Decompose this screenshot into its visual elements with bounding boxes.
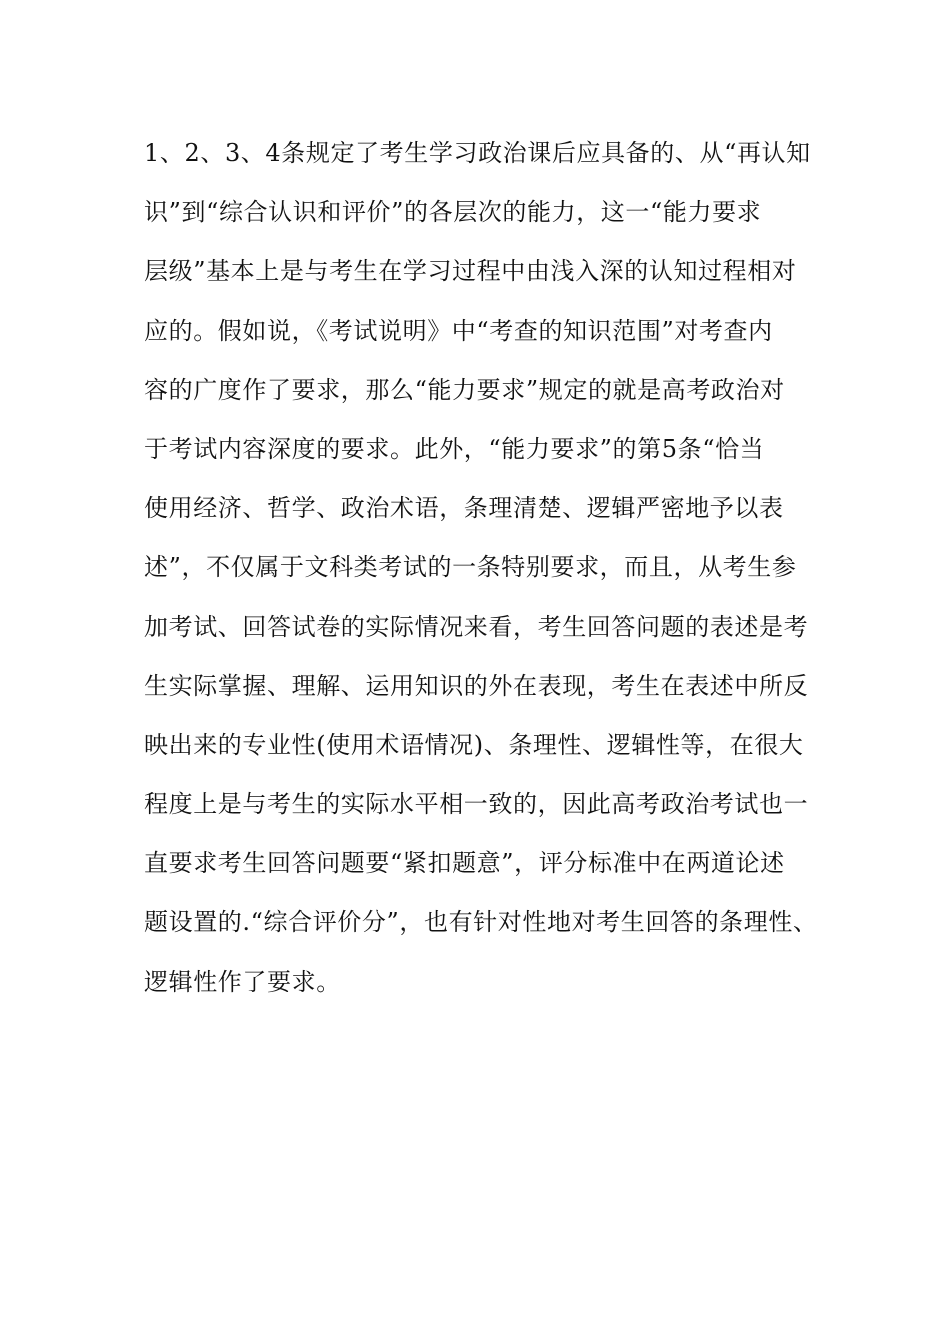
text-line: 生实际掌握、理解、运用知识的外在表现，考生在表述中所反 (144, 671, 809, 700)
text-line: 题设置的.“综合评价分”，也有针对性地对考生回答的条理性、 (144, 908, 818, 937)
text-line: 加考试、回答试卷的实际情况来看，考生回答问题的表述是考 (144, 612, 809, 641)
text-line: 述”，不仅属于文科类考试的一条特别要求，而且，从考生参 (144, 553, 797, 582)
text-line: 应的。假如说，《考试说明》中“考查的知识范围”对考查内 (144, 316, 773, 345)
text-line: 映出来的专业性(使用术语情况)、条理性、逻辑性等，在很大 (144, 730, 804, 759)
text-line: 识”到“综合认识和评价”的各层次的能力，这一“能力要求 (144, 198, 762, 227)
text-line: 使用经济、哲学、政治术语，条理清楚、逻辑严密地予以表 (144, 494, 784, 523)
text-line: 逻辑性作了要求。 (144, 967, 341, 996)
text-line: 1、2、3、4条规定了考生学习政治课后应具备的、从“再认知 (144, 139, 811, 167)
text-line: 于考试内容深度的要求。此外，“能力要求”的第5条“恰当 (144, 434, 765, 463)
text-line: 层级”基本上是与考生在学习过程中由浅入深的认知过程相对 (144, 257, 797, 286)
text-line: 直要求考生回答问题要“紧扣题意”，评分标准中在两道论述 (144, 849, 785, 878)
text-line: 程度上是与考生的实际水平相一致的，因此高考政治考试也一 (144, 790, 809, 819)
text-line: 容的广度作了要求，那么“能力要求”规定的就是高考政治对 (144, 375, 785, 404)
body-paragraph (144, 130, 844, 1018)
